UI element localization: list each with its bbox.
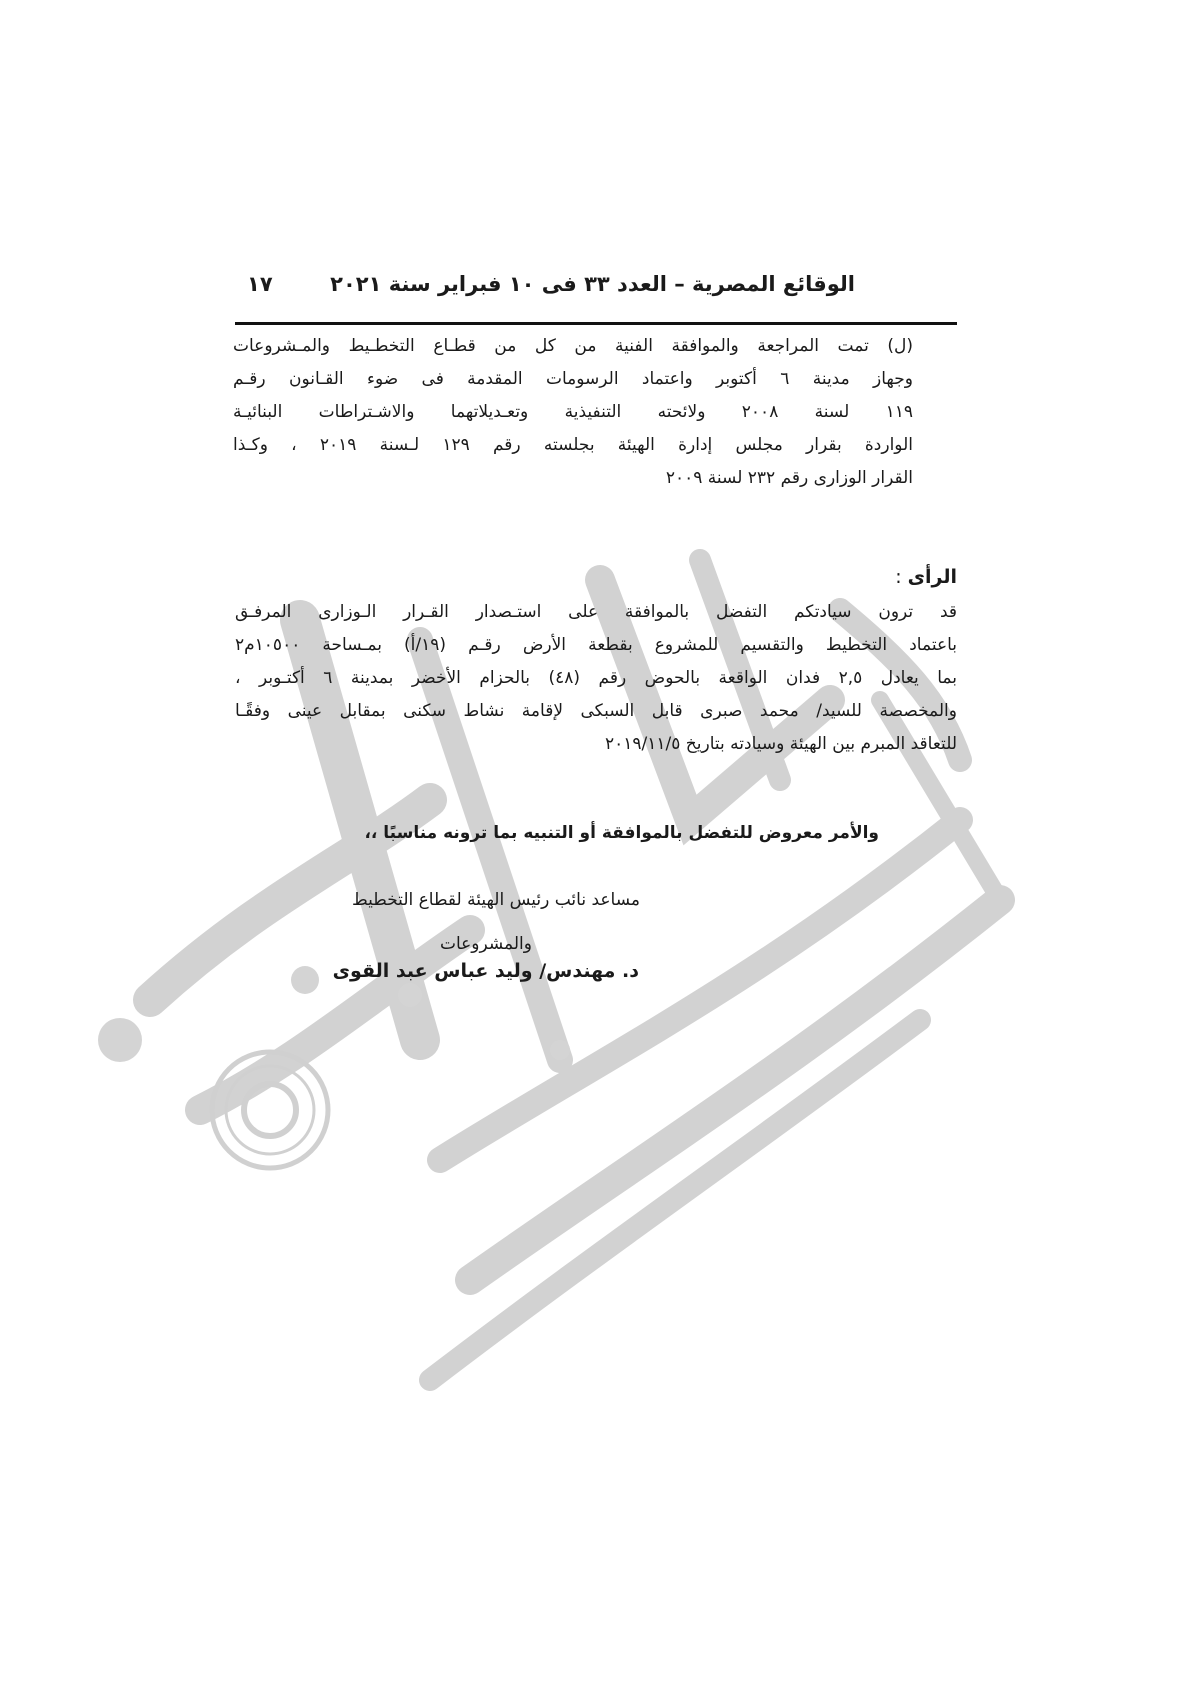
signatory-title-line: مساعد نائب رئيس الهيئة لقطاع التخطيط bbox=[352, 890, 640, 910]
closing-statement: والأمر معروض للتفضل بالموافقة أو التنبيه بما ترونه مناسبًا ،، bbox=[364, 823, 879, 843]
paragraph-line: (ل) تمت المراجعة والموافقة الفنية من كل من قطـاع التخطـيط والمـشروعات bbox=[233, 336, 913, 356]
signatory-title-line: والمشروعات bbox=[439, 934, 532, 954]
paragraph-line: بما يعادل ٢,٥ فدان الواقعة بالحوض رقم (٤٨) بالحزام الأخضر بمدينة ٦ أكتـوبر ، bbox=[235, 668, 957, 688]
opinion-heading-text: الرأى bbox=[907, 566, 957, 588]
page-number: ١٧ bbox=[247, 272, 273, 296]
opinion-heading bbox=[895, 566, 957, 588]
header-divider bbox=[235, 322, 957, 325]
gazette-header-title: الوقائع المصرية – العدد ٣٣ فى ١٠ فبراير سنة ٢٠٢١ bbox=[330, 272, 855, 296]
paragraph-line: قد ترون سيادتكم التفضل بالموافقة على استـصدار القـرار الـوزارى المرفـق bbox=[235, 602, 957, 622]
paragraph-line: وجهاز مدينة ٦ أكتوبر واعتماد الرسومات المقدمة فى ضوء القـانون رقـم bbox=[233, 369, 913, 389]
signatory-title bbox=[352, 878, 640, 966]
opinion-paragraph bbox=[235, 596, 957, 761]
opinion-heading-colon: : bbox=[895, 566, 902, 588]
paragraph-l bbox=[233, 330, 913, 495]
signatory-name: د. مهندس/ وليد عباس عبد القوى bbox=[332, 960, 639, 982]
paragraph-line: للتعاقد المبرم بين الهيئة وسيادته بتاريخ ٢٠١٩/١١/٥ bbox=[605, 734, 957, 754]
document-page bbox=[233, 270, 958, 982]
paragraph-line: القرار الوزارى رقم ٢٣٢ لسنة ٢٠٠٩ bbox=[665, 468, 913, 488]
page-header bbox=[235, 270, 957, 310]
paragraph-line: الواردة بقرار مجلس إدارة الهيئة بجلسته رقم ١٢٩ لـسنة ٢٠١٩ ، وكـذا bbox=[233, 435, 913, 455]
paragraph-line: باعتماد التخطيط والتقسيم للمشروع بقطعة الأرض رقـم (١٩/أ) بمـساحة ١٠٥٠٠م٢ bbox=[235, 635, 958, 655]
paragraph-line: والمخصصة للسيد/ محمد صبرى قابل السبكى لإقامة نشاط سكنى بمقابل عينى وفقًـا bbox=[235, 701, 957, 721]
paragraph-line: ١١٩ لسنة ٢٠٠٨ ولائحته التنفيذية وتعـديلاتهما والاشـتراطات البنائيـة bbox=[233, 402, 913, 422]
